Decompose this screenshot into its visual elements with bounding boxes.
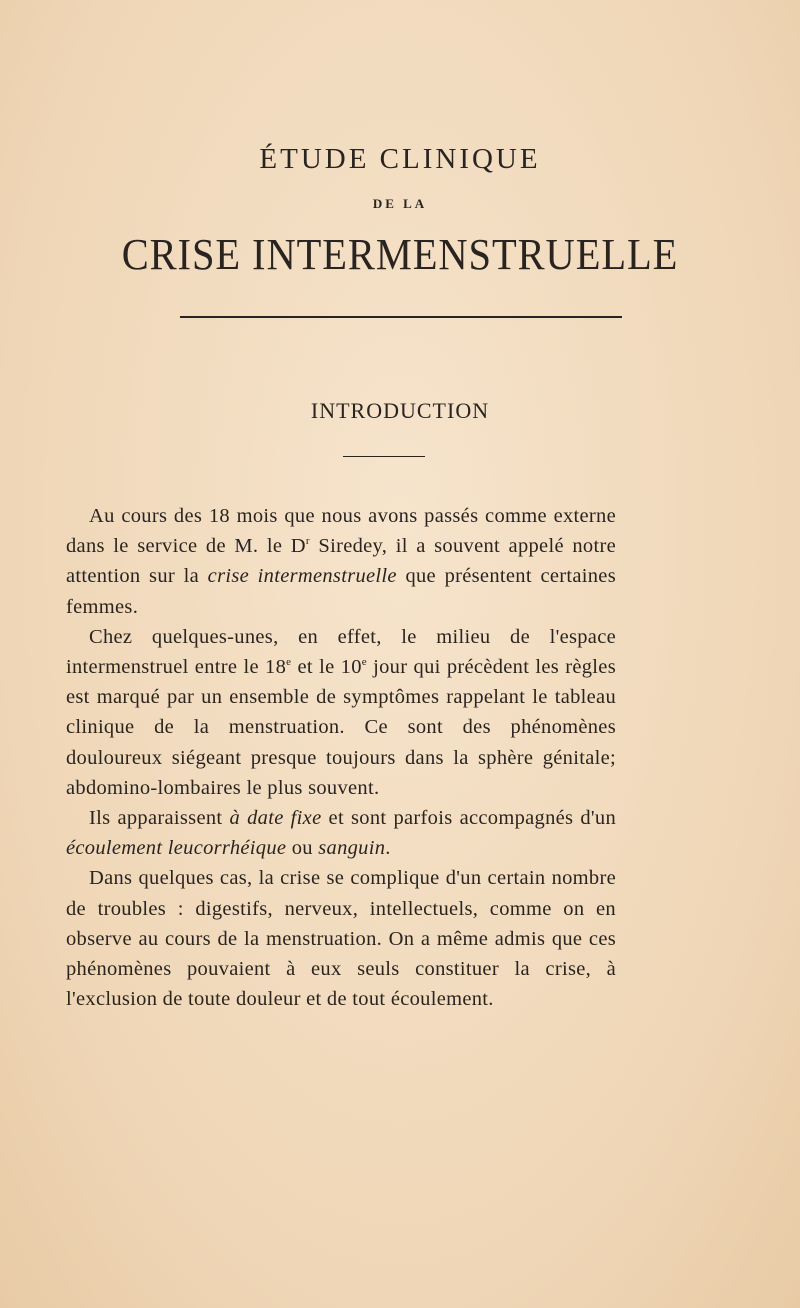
paragraph-2 bbox=[66, 622, 616, 803]
p1-emphasis: crise intermenstruelle bbox=[207, 565, 397, 588]
p2-text-a: Chez quelques-unes, en effet, le milieu de l'espace intermenstruel entre le 18 bbox=[66, 625, 616, 679]
heading-main-title: CRISE INTERMENSTRUELLE bbox=[121, 230, 679, 279]
p3-emphasis-2: écoulement leucorrhéique bbox=[66, 837, 287, 860]
paragraph-4: Dans quelques cas, la crise se complique d'un certain nombre de troubles : digestifs, nerveux, intellectuels, comme on en observe au cours de la menstruation. On a même admis que ces phénomènes pouvaient à eux seuls constituer la crise, à l'exclusion de toute douleur et de tout écoulement. bbox=[66, 867, 616, 1011]
p3-text-c: ou bbox=[286, 837, 319, 860]
heading-line-1: ÉTUDE CLINIQUE bbox=[259, 143, 541, 175]
p2-sup-2: e bbox=[361, 656, 367, 669]
p1-text-c: que présentent certaines femmes. bbox=[66, 565, 616, 618]
title-divider bbox=[180, 316, 622, 318]
p3-text-d: . bbox=[385, 837, 391, 860]
p3-emphasis-3: sanguin bbox=[318, 837, 386, 860]
p2-sup-1: e bbox=[286, 656, 292, 669]
paragraph-1 bbox=[66, 501, 616, 622]
p3-emphasis-1: à date fixe bbox=[229, 807, 322, 830]
p2-text-c: jour qui précèdent les règles est marqué par un ensemble de symptômes rappelant le tableau clinique de la menstruation. Ce sont des phénomènes douloureux siégeant presque toujours dans la sphère génitale; abdomino-lombaires le plus souvent. bbox=[66, 656, 616, 799]
paragraph-3 bbox=[66, 803, 616, 863]
section-divider bbox=[343, 456, 425, 457]
body-text bbox=[66, 501, 616, 1014]
p1-sup: r bbox=[305, 535, 310, 548]
heading-line-2: DE LA bbox=[372, 196, 428, 211]
section-title: INTRODUCTION bbox=[310, 398, 490, 423]
p3-text-b: et sont parfois accompagnés d'un bbox=[321, 807, 617, 830]
p3-text-a: Ils apparaissent bbox=[89, 807, 230, 830]
p1-text-b: Siredey, il a souvent appelé notre attention sur la bbox=[66, 535, 616, 588]
p1-text-a: Au cours des 18 mois que nous avons passés comme externe dans le service de M. le D bbox=[66, 505, 616, 558]
p2-text-b: et le 10 bbox=[291, 656, 362, 679]
